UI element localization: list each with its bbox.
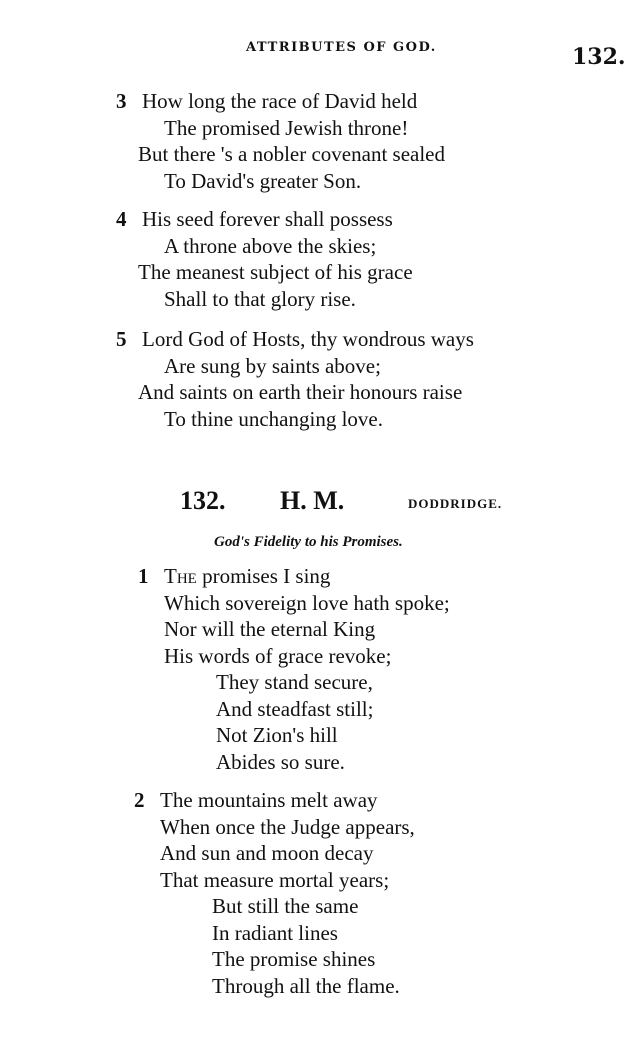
verse-text: And steadfast still; bbox=[216, 696, 374, 721]
verse-text: The mountains melt away bbox=[160, 788, 378, 812]
stanza-line bbox=[116, 141, 445, 168]
stanza-line bbox=[116, 326, 474, 353]
verse-text: Not Zion's hill bbox=[216, 723, 338, 747]
stanza-line bbox=[116, 259, 413, 286]
verse-text: Shall to that glory rise. bbox=[164, 286, 356, 311]
verse-text: His words of grace revoke; bbox=[164, 643, 392, 668]
stanza-line bbox=[134, 840, 415, 867]
stanza-line bbox=[116, 353, 474, 380]
stanza-line bbox=[134, 973, 415, 1000]
verse-text: To David's greater Son. bbox=[164, 168, 362, 193]
stanza-line bbox=[116, 406, 474, 433]
verse-text: To thine unchanging love. bbox=[164, 406, 383, 431]
stanza-5 bbox=[116, 326, 474, 432]
verse-text: The promised Jewish throne! bbox=[164, 115, 409, 140]
verse-text: When once the Judge appears, bbox=[160, 814, 415, 839]
stanza-line bbox=[134, 920, 415, 947]
stanza-line bbox=[134, 787, 415, 814]
verse-text: But still the same bbox=[212, 894, 359, 918]
stanza-line bbox=[116, 233, 413, 260]
stanza-line bbox=[134, 893, 415, 920]
stanza-line bbox=[116, 168, 445, 195]
hymn-author: DODDRIDGE. bbox=[408, 496, 503, 511]
verse-text: Are sung by saints above; bbox=[164, 353, 381, 378]
verse-text: Which sovereign love hath spoke; bbox=[164, 590, 450, 615]
running-head: ATTRIBUTES OF GOD. bbox=[246, 40, 437, 55]
stanza-4 bbox=[116, 206, 413, 312]
verse-text: They stand secure, bbox=[216, 670, 373, 694]
verse-text: A throne above the skies; bbox=[164, 233, 377, 258]
verse-text: Nor will the eternal King bbox=[164, 617, 376, 641]
hymn-stanza-2 bbox=[134, 787, 415, 999]
stanza-line bbox=[138, 696, 450, 723]
stanza-line bbox=[116, 286, 413, 313]
page-number: 132. bbox=[572, 44, 626, 70]
stanza-number: 5 bbox=[116, 327, 127, 351]
hymn-stanza-1 bbox=[138, 563, 450, 775]
stanza-line bbox=[138, 669, 450, 696]
verse-text: Lord God of Hosts, thy wondrous ways bbox=[142, 327, 474, 351]
stanza-number: 4 bbox=[116, 207, 127, 231]
stanza-3 bbox=[116, 88, 445, 194]
stanza-line bbox=[138, 563, 450, 590]
verse-text: The meanest subject of his grace bbox=[138, 260, 413, 284]
verse-text: The promise shines bbox=[212, 947, 376, 971]
verse-text: But there 's a nobler covenant sealed bbox=[138, 142, 446, 166]
stanza-line bbox=[138, 643, 450, 670]
stanza-line bbox=[138, 590, 450, 617]
verse-text: Through all the flame. bbox=[212, 973, 400, 998]
stanza-line bbox=[116, 379, 474, 406]
verse-text: And sun and moon decay bbox=[160, 841, 374, 865]
stanza-line bbox=[134, 946, 415, 973]
stanza-line bbox=[134, 867, 415, 894]
hymn-meter: H. M. bbox=[280, 486, 345, 515]
stanza-line bbox=[138, 722, 450, 749]
hymn-subtitle: God's Fidelity to his Promises. bbox=[214, 534, 403, 550]
verse-text: Abides so sure. bbox=[216, 749, 345, 774]
stanza-line bbox=[116, 88, 445, 115]
verse-text: His seed forever shall possess bbox=[142, 207, 393, 231]
stanza-number: 3 bbox=[116, 89, 127, 113]
drop-word: The bbox=[164, 564, 197, 588]
verse-text: That measure mortal years; bbox=[160, 867, 390, 892]
stanza-number: 2 bbox=[134, 788, 145, 812]
stanza-line bbox=[138, 749, 450, 776]
hymn-number: 132. bbox=[180, 486, 226, 515]
stanza-line bbox=[116, 206, 413, 233]
verse-text: How long the race of David held bbox=[142, 89, 418, 113]
verse-text: And saints on earth their honours raise bbox=[138, 380, 463, 404]
verse-text: In radiant lines bbox=[212, 920, 338, 945]
hymn-header bbox=[180, 486, 540, 518]
stanza-line bbox=[116, 115, 445, 142]
stanza-number: 1 bbox=[138, 564, 149, 588]
verse-text: promises I sing bbox=[196, 564, 331, 588]
stanza-line bbox=[138, 616, 450, 643]
stanza-line bbox=[134, 814, 415, 841]
